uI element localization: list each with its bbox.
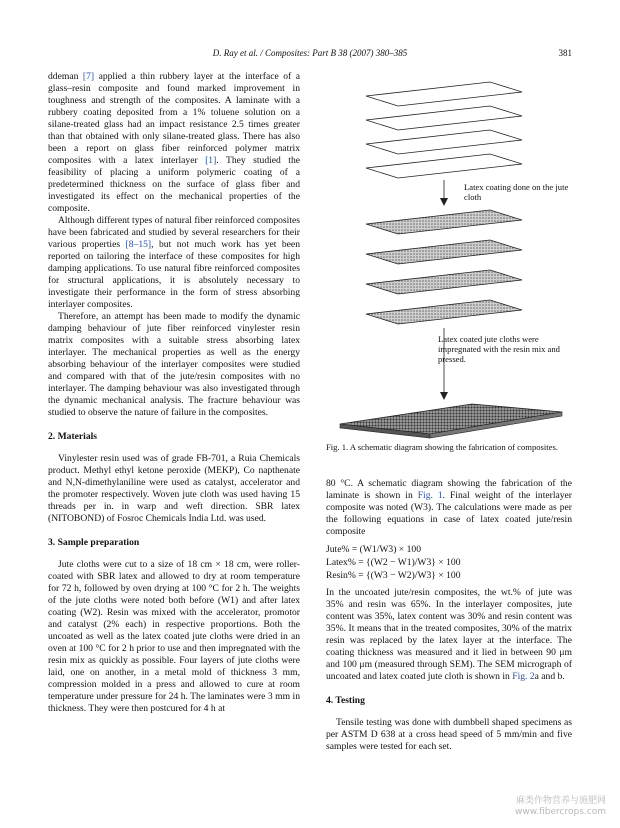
pressed-laminate: [340, 404, 562, 438]
citation-link[interactable]: Fig. 1: [417, 490, 443, 501]
text-run: . They studied the feasibility of placing a uniform polymeric coating of a predetermined thickness on the surface of glass fiber and investigated its effect on the mechanical properties of the composite.: [48, 155, 300, 214]
fabrication-diagram: [326, 76, 572, 446]
right-column: [326, 478, 572, 753]
equation-resin: Resin% = {(W3 − W2)/W3} × 100: [326, 570, 461, 581]
label-latex-coating: Latex coating done on the jute cloth: [464, 182, 569, 202]
watermark-line-1: 麻类作物营养与施肥网: [515, 796, 606, 806]
paragraph-sample-preparation: Jute cloths were cut to a size of 18 cm × 18 cm, were roller-coated with SBR latex and allowed to dry at room temperature for 72 h, followed by oven drying at 100 °C for 2 h. The weights of the jute cloths were noted both before (W1) and after latex coating (W2). Resin was mixed with the accelerator, promotor and catalyst (2% each) in respective proportions. Both the uncoated as well as the latex coated jute cloths were dried in an oven at 100 °C for 2 h prior to use and then impregnated with the resin mix as quickly as possible. Four layers of jute cloths were laid, one on another, in a metal mold of thickness 3 mm, compression molded in a press and allowed to cure at room temperature under pressure for 24 h. The laminates were 3 mm in thickness. They were then postcured for 4 h at: [48, 559, 300, 714]
plain-cloth-2: [366, 106, 522, 130]
section-heading-testing: 4. Testing: [326, 695, 365, 706]
figure-schematic: [326, 76, 572, 466]
watermark: [515, 796, 606, 818]
page-number: 381: [558, 48, 572, 58]
section-heading-materials: 2. Materials: [48, 431, 98, 442]
plain-cloth-1: [366, 82, 522, 106]
paragraph-testing: Tensile testing was done with dumbbell shaped specimens as per ASTM D 638 at a cross head speed of 5 mm/min and five samples were tested for each set.: [326, 717, 572, 752]
citation-link[interactable]: [7]: [82, 71, 95, 82]
citation-link[interactable]: Fig. 2: [512, 671, 535, 682]
text-run: ddeman: [48, 71, 83, 82]
text-run: a and b.: [534, 671, 565, 682]
text-run: , but not much work has yet been reported on tailoring the interface of these composites for high damping applications. To use natural fibre reinforced composites for structural applications, it is absolutely necessary to investigate their performance in the form of stress absorbing interlayer composites.: [48, 239, 300, 310]
text-run: applied a thin rubbery layer at the interface of a glass–resin composite and found marked improvement in toughness and strength of the composites. A laminate with a rubbery coating deposited from a 1% toluene solution on a silane-treated glass had an impact resistance 2.5 times greater than that obtained with only silane-treated glass. There has also been a report on glass fiber reinforced polymer matrix composites with a latex interlayer: [48, 71, 300, 166]
coated-cloth-2: [366, 240, 522, 264]
citation-link[interactable]: [1]: [205, 155, 217, 166]
plain-cloth-3: [366, 130, 522, 154]
coated-cloth-3: [366, 270, 522, 294]
text-run: Although different types of natural fiber reinforced composites have been fabricated and studied by several researchers for their various properties: [48, 215, 300, 250]
coated-cloth-4: [366, 300, 522, 324]
paragraph-schematic: [326, 478, 572, 538]
citation-link[interactable]: [8–15]: [125, 239, 152, 250]
left-column: [48, 71, 300, 715]
text-run: In the uncoated jute/resin composites, the wt.% of jute was 35% and resin was 65%. In the interlayer composites, jute content was 35%, latex content was 30% and resin content was 35%. It means that in the treated composites, 30% of the matrix resin was replaced by the latex layer at the interface. The coating thickness was measured and it lied in between 90 μm and 100 μm (measured through SEM). The SEM micrograph of uncoated and latex coated jute cloth is shown in: [326, 587, 572, 682]
equation-jute: Jute% = (W1/W3) × 100: [326, 544, 422, 555]
paragraph-intro-cont: [48, 71, 300, 215]
text-run: 80 °C. A schematic diagram showing the fabrication of the laminate is shown in: [326, 478, 572, 501]
section-heading-sample-preparation: 3. Sample preparation: [48, 537, 140, 548]
arrow-head-1: [440, 198, 448, 206]
coated-cloth-1: [366, 210, 522, 234]
figure-caption: Fig. 1. A schematic diagram showing the fabrication of composites.: [326, 442, 558, 452]
paragraph-natural-fiber: [48, 215, 300, 311]
arrow-head-2: [440, 392, 448, 400]
paragraph-materials: Vinylester resin used was of grade FB-701, a Ruia Chemicals product. Methyl ethyl ketone peroxide (MEKP), Co napthenate and N,N-dimethylaniline were used as catalyst, accelerator and the promoter respectively. Woven jute cloth was used having 15 threads per in. in warp and weft direction. SBR latex (NITOBOND) of Fosroc Chemicals India Ltd. was used.: [48, 453, 300, 524]
plain-cloth-4: [366, 154, 522, 178]
watermark-line-2: www.fibercrops.com: [515, 807, 606, 817]
running-title: D. Ray et al. / Composites: Part B 38 (2007) 380–385: [212, 48, 408, 58]
equation-latex: Latex% = {(W2 − W1)/W3} × 100: [326, 557, 461, 568]
running-header: [48, 48, 572, 62]
paragraph-composition: [326, 587, 572, 683]
text-run: . Final weight of the interlayer composite was noted (W3). The calculations were made as per the following equations in case of latex coated jute/resin composite: [326, 490, 572, 537]
label-impregnation: Latex coated jute cloths were impregnated with the resin mix and pressed.: [438, 334, 560, 364]
equation-block: [326, 543, 572, 582]
paragraph-aim: Therefore, an attempt has been made to modify the dynamic damping behaviour of jute fiber reinforced vinylester resin matrix composites with a suitable stress absorbing latex interlayer. The mechanical properties as well as the energy absorbing behaviour of the interlayer composites were studied and compared with that of the jute/resin composites with no interlayer. The damping behaviour was also investigated through the dynamic mechanical analysis. The fracture behaviour was studied to observe the nature of failure in the composites.: [48, 311, 300, 418]
